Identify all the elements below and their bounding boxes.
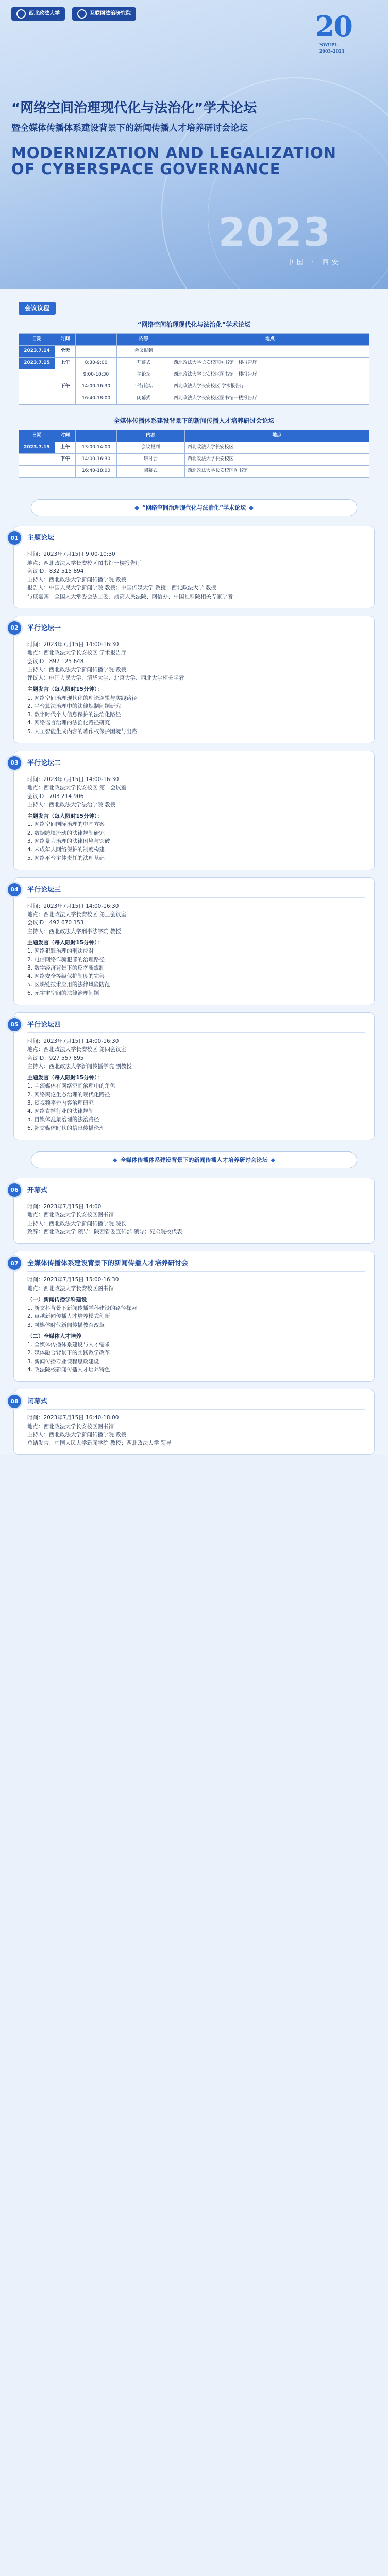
table-header: 日期 <box>19 430 55 442</box>
session-card <box>10 1178 375 1244</box>
table-header <box>76 334 117 346</box>
university-logo <box>11 7 65 21</box>
session-line: 会议ID：832 515 894 <box>27 568 84 574</box>
table-row <box>19 466 369 478</box>
session-line: 1. 全媒体传播体系建设与人才需求 <box>27 1342 110 1348</box>
session-line: 评议人：中国人民大学、清华大学、北京大学、西北大学相关学者 <box>27 675 184 682</box>
divider <box>27 897 365 898</box>
session-line: 致辞：西北政法大学 领导；陕西省委宣传部 领导；兄弟院校代表 <box>27 1228 182 1235</box>
forum-city: 中国 · 西安 <box>286 259 342 266</box>
slot-cell: 上午 <box>55 442 76 454</box>
agenda-table-1-body <box>19 346 369 405</box>
anniversary-number: 20 <box>315 10 352 43</box>
forum-subtitle: 暨全媒体传播体系建设背景下的新闻传播人才培养研讨会论坛 <box>11 123 248 133</box>
session-line: 地点：西北政法大学长安校区 第三会议室 <box>27 911 127 918</box>
university-name: 西北政法大学 <box>29 11 60 17</box>
session-line: 6. 元宇宙空间的法律治理问题 <box>27 990 99 996</box>
diamond-icon: ◆ <box>271 1156 275 1163</box>
institute-logo <box>72 7 136 21</box>
session-title: 平行论坛三 <box>27 886 61 894</box>
session-title: 平行论坛一 <box>27 624 61 632</box>
session-line: 会议ID：927 557 895 <box>27 1055 84 1061</box>
session-line: 1. 网络空间国际治理的中国方案 <box>27 821 105 828</box>
content-cell: 研讨会 <box>117 454 185 466</box>
session-line: 地点：西北政法大学长安校区图书馆一楼报告厅 <box>27 560 141 566</box>
venue-cell <box>171 346 369 358</box>
session-line: 1. 网络空间治理现代化的理论逻辑与实践路径 <box>27 694 137 701</box>
session-line: 主持人：西北政法大学新闻传播学院 教授 <box>27 666 127 673</box>
session-line: 主持人：西北政法大学新闻传播学院 院长 <box>27 1220 127 1227</box>
content-cell: 闭幕式 <box>117 393 171 404</box>
session-line: 1. 主流媒体在网络空间治理中的角色 <box>27 1083 115 1090</box>
anniversary-caption: NWUPL 2003–2023 <box>319 42 345 54</box>
seal-icon <box>16 9 26 19</box>
session-card <box>10 877 375 1005</box>
venue-cell: 西北政法大学长安校区 <box>184 442 369 454</box>
logo-row <box>11 7 136 21</box>
session-line: 4. 网络谣言治理的法治化路径研究 <box>27 720 110 726</box>
session-title: 闭幕式 <box>27 1398 48 1406</box>
session-line: 时间：2023年7月15日 9:00-10:30 <box>27 551 115 558</box>
session-title: 开幕式 <box>27 1186 48 1194</box>
forum-title-english: MODERNIZATION AND LEGALIZATION OF CYBERSPACE GOVERNANCE <box>11 144 336 178</box>
session-line: 报告人：中国人民大学新闻学院 教授；中国传媒大学 教授；西北政法大学 教授 <box>27 585 217 591</box>
session-line: 4. 未成年人网络保护的制度构建 <box>27 846 105 853</box>
session-line: 5. 网络平台主体责任的法理基础 <box>27 855 105 861</box>
session-number-badge: 06 <box>8 1183 21 1197</box>
session-line: 时间：2023年7月15日 15:00-16:30 <box>27 1277 119 1283</box>
session-line: 2. 电信网络诈骗犯罪的治理路径 <box>27 956 105 963</box>
session-line: 3. 短视频平台内容治理研究 <box>27 1099 94 1106</box>
table-row <box>19 454 369 466</box>
date-cell: 2023.7.14 <box>19 346 55 358</box>
time-cell <box>76 346 117 358</box>
table-header: 日期 <box>19 334 55 346</box>
session-line: （二）全媒体人才培养 <box>27 1333 81 1340</box>
table-row <box>19 381 369 393</box>
forum-year: 2023 <box>218 209 331 255</box>
session-number-badge: 05 <box>8 1018 21 1031</box>
table-header: 时间 <box>55 430 76 442</box>
sessions-container <box>0 499 388 1455</box>
session-line: 2. 卓越新闻传播人才培养模式创新 <box>27 1313 110 1320</box>
session-number-badge: 07 <box>8 1257 21 1270</box>
session-line: 2. 平台算法治理中的法律规制问题研究 <box>27 703 121 709</box>
session-line: 1. 网络犯罪治理的刑法应对 <box>27 948 94 955</box>
session-line: 主持人：西北政法大学新闻传播学院 教授 <box>27 577 127 583</box>
divider <box>27 1032 365 1033</box>
session-line: 地点：西北政法大学长安校区图书馆 <box>27 1423 114 1430</box>
session-line: 2. 媒体融合背景下的实践教学改革 <box>27 1350 110 1357</box>
forum-title: “网络空间治理现代化与法治化”学术论坛 <box>11 100 257 116</box>
session-line: 时间：2023年7月15日 14:00-16:30 <box>27 1038 119 1044</box>
session-line: （一）新闻传播学科建设 <box>27 1296 87 1303</box>
session-number-badge: 03 <box>8 756 21 770</box>
content-cell: 会议报到 <box>117 346 171 358</box>
date-cell: 2023.7.15 <box>19 358 55 369</box>
session-line: 主题发言（每人限时15分钟）： <box>27 686 103 693</box>
session-number-badge: 04 <box>8 883 21 896</box>
session-line: 2. 网络舆论生态治理的现代化路径 <box>27 1091 110 1098</box>
session-line: 5. 人工智能生成内容的著作权保护困境与出路 <box>27 728 137 735</box>
hero-banner <box>0 0 388 289</box>
time-cell: 8:30-9:00 <box>76 358 117 369</box>
session-line: 4. 网络安全等级保护制度的完善 <box>27 973 105 980</box>
session-title: 平行论坛四 <box>27 1021 61 1029</box>
table-row <box>19 346 369 358</box>
table-row <box>19 369 369 381</box>
diamond-icon: ◆ <box>113 1156 117 1163</box>
time-cell: 9:00-10:30 <box>76 369 117 381</box>
session-line: 3. 数字经济背景下的反垄断规制 <box>27 964 105 971</box>
session-line: 地点：西北政法大学长安校区 第四会议室 <box>27 1046 127 1053</box>
table-row <box>19 393 369 404</box>
session-line: 时间：2023年7月15日 16:40-18:00 <box>27 1415 119 1421</box>
session-line: 3. 新闻传播专业课程思政建设 <box>27 1358 99 1365</box>
slot-cell: 下午 <box>55 454 76 466</box>
time-cell: 14:00-16:30 <box>76 381 117 393</box>
session-title: 主题论坛 <box>27 534 55 543</box>
date-cell <box>19 466 55 478</box>
slot-cell: 全天 <box>55 346 76 358</box>
session-line: 与谈嘉宾：全国人大常委会法工委、最高人民法院、网信办、中国社科院相关专家学者 <box>27 593 233 600</box>
divider <box>27 1271 365 1272</box>
time-cell: 14:00-16:30 <box>76 454 117 466</box>
seal-icon <box>77 9 87 19</box>
divider <box>27 1409 365 1410</box>
session-card <box>10 1251 375 1382</box>
session-number-badge: 08 <box>8 1395 21 1408</box>
session-line: 会议ID：897 125 648 <box>27 658 84 665</box>
table-header: 时间 <box>55 334 76 346</box>
date-cell <box>19 393 55 404</box>
session-line: 5. 自媒体乱象治理的法治路径 <box>27 1116 99 1123</box>
session-line: 4. 政法院校新闻传播人才培养特色 <box>27 1366 110 1373</box>
content-cell: 会议报到 <box>117 442 185 454</box>
session-line: 地点：西北政法大学长安校区图书馆 <box>27 1285 114 1292</box>
session-line: 4. 网络直播行业的法律规制 <box>27 1108 94 1115</box>
session-card <box>10 526 375 608</box>
agenda-table-2-title: 全媒体传播体系建设背景下的新闻传播人才培养研讨会论坛 <box>113 417 275 425</box>
venue-cell: 西北政法大学长安校区图书馆一楼报告厅 <box>171 393 369 404</box>
slot-cell <box>55 369 76 381</box>
session-line: 总结发言：中国人民大学新闻学院 教授；西北政法大学 领导 <box>27 1440 172 1447</box>
section-banner <box>31 1151 357 1168</box>
agenda-tag: 会议议程 <box>19 302 56 315</box>
session-card <box>10 1389 375 1455</box>
agenda-section <box>0 289 388 488</box>
venue-cell: 西北政法大学长安校区图书馆一楼报告厅 <box>171 358 369 369</box>
date-cell <box>19 454 55 466</box>
session-line: 时间：2023年7月15日 14:00-16:30 <box>27 641 119 648</box>
session-line: 主持人：西北政法大学刑事法学院 教授 <box>27 928 121 935</box>
slot-cell: 上午 <box>55 358 76 369</box>
diamond-icon: ◆ <box>134 504 139 512</box>
venue-cell: 西北政法大学长安校区图书馆一楼报告厅 <box>171 369 369 381</box>
slot-cell <box>55 466 76 478</box>
session-line: 主持人：西北政法大学新闻传播学院 副教授 <box>27 1063 132 1070</box>
session-line: 1. 新文科背景下新闻传播学科建设的路径探索 <box>27 1305 137 1312</box>
table-header <box>76 430 117 442</box>
content-cell: 平行论坛 <box>117 381 171 393</box>
table-header: 内容 <box>117 334 171 346</box>
session-line: 3. 融媒体时代新闻传播教育改革 <box>27 1321 105 1328</box>
session-line: 主题发言（每人限时15分钟）： <box>27 813 103 820</box>
section-banner-text: 全媒体传播体系建设背景下的新闻传播人才培养研讨会论坛 <box>120 1156 268 1163</box>
venue-cell: 西北政法大学长安校区 <box>184 454 369 466</box>
anniversary-mark <box>315 5 352 54</box>
section-banner-text: “网络空间治理现代化与法治化”学术论坛 <box>142 504 246 512</box>
section-banner <box>31 499 357 516</box>
table-row <box>19 358 369 369</box>
session-line: 5. 区块链技术应用的法律风险防范 <box>27 981 110 988</box>
session-line: 2. 数据跨境流动的法律规制研究 <box>27 829 105 836</box>
session-line: 地点：西北政法大学长安校区 第二会议室 <box>27 785 127 791</box>
table-header: 内容 <box>117 430 185 442</box>
session-line: 主题发言（每人限时15分钟）： <box>27 1075 103 1081</box>
session-number-badge: 02 <box>8 621 21 635</box>
session-line: 地点：西北政法大学长安校区 学术报告厅 <box>27 650 127 656</box>
session-line: 会议ID：703 214 906 <box>27 793 84 800</box>
session-line: 时间：2023年7月15日 14:00-16:30 <box>27 776 119 783</box>
session-line: 3. 数字时代个人信息保护的法治化路径 <box>27 711 121 718</box>
slot-cell: 下午 <box>55 381 76 393</box>
session-line: 主持人：西北政法大学法治学院 教授 <box>27 801 116 808</box>
institute-name: 互联网法治研究院 <box>90 11 131 17</box>
date-cell <box>19 369 55 381</box>
session-title: 全媒体传播体系建设背景下的新闻传播人才培养研讨会 <box>27 1260 189 1268</box>
diamond-icon: ◆ <box>249 504 254 512</box>
content-cell: 闭幕式 <box>117 466 185 478</box>
session-line: 主持人：西北政法大学新闻传播学院 教授 <box>27 1431 127 1438</box>
slot-cell <box>55 393 76 404</box>
session-line: 时间：2023年7月15日 14:00-16:30 <box>27 903 119 909</box>
session-number-badge: 01 <box>8 531 21 545</box>
content-cell: 开幕式 <box>117 358 171 369</box>
session-line: 地点：西北政法大学长安校区图书馆 <box>27 1212 114 1218</box>
content-cell: 主论坛 <box>117 369 171 381</box>
table-row <box>19 442 369 454</box>
agenda-table-1 <box>19 333 369 405</box>
session-title: 平行论坛二 <box>27 759 61 767</box>
session-card <box>10 751 375 870</box>
agenda-table-1-title: “网络空间治理现代化与法治化”学术论坛 <box>137 320 251 328</box>
session-line: 3. 网络暴力治理的法律困境与突破 <box>27 838 110 844</box>
agenda-table-2-body <box>19 442 369 478</box>
date-cell <box>19 381 55 393</box>
session-line: 6. 社交媒体时代的信息传播伦理 <box>27 1125 105 1131</box>
time-cell: 16:40-18:00 <box>76 393 117 404</box>
session-line: 时间：2023年7月15日 14:00 <box>27 1204 102 1210</box>
agenda-table-2 <box>19 430 369 478</box>
session-card <box>10 616 375 743</box>
table-header: 地点 <box>171 334 369 346</box>
time-cell: 16:40-18:00 <box>76 466 117 478</box>
date-cell: 2023.7.15 <box>19 442 55 454</box>
session-card <box>10 1012 375 1140</box>
table-header: 地点 <box>184 430 369 442</box>
session-line: 主题发言（每人限时15分钟）： <box>27 940 103 946</box>
venue-cell: 西北政法大学长安校区图书馆 <box>184 466 369 478</box>
venue-cell: 西北政法大学长安校区 学术报告厅 <box>171 381 369 393</box>
session-line: 会议ID：492 670 153 <box>27 920 84 926</box>
time-cell: 13:00-14:00 <box>76 442 117 454</box>
